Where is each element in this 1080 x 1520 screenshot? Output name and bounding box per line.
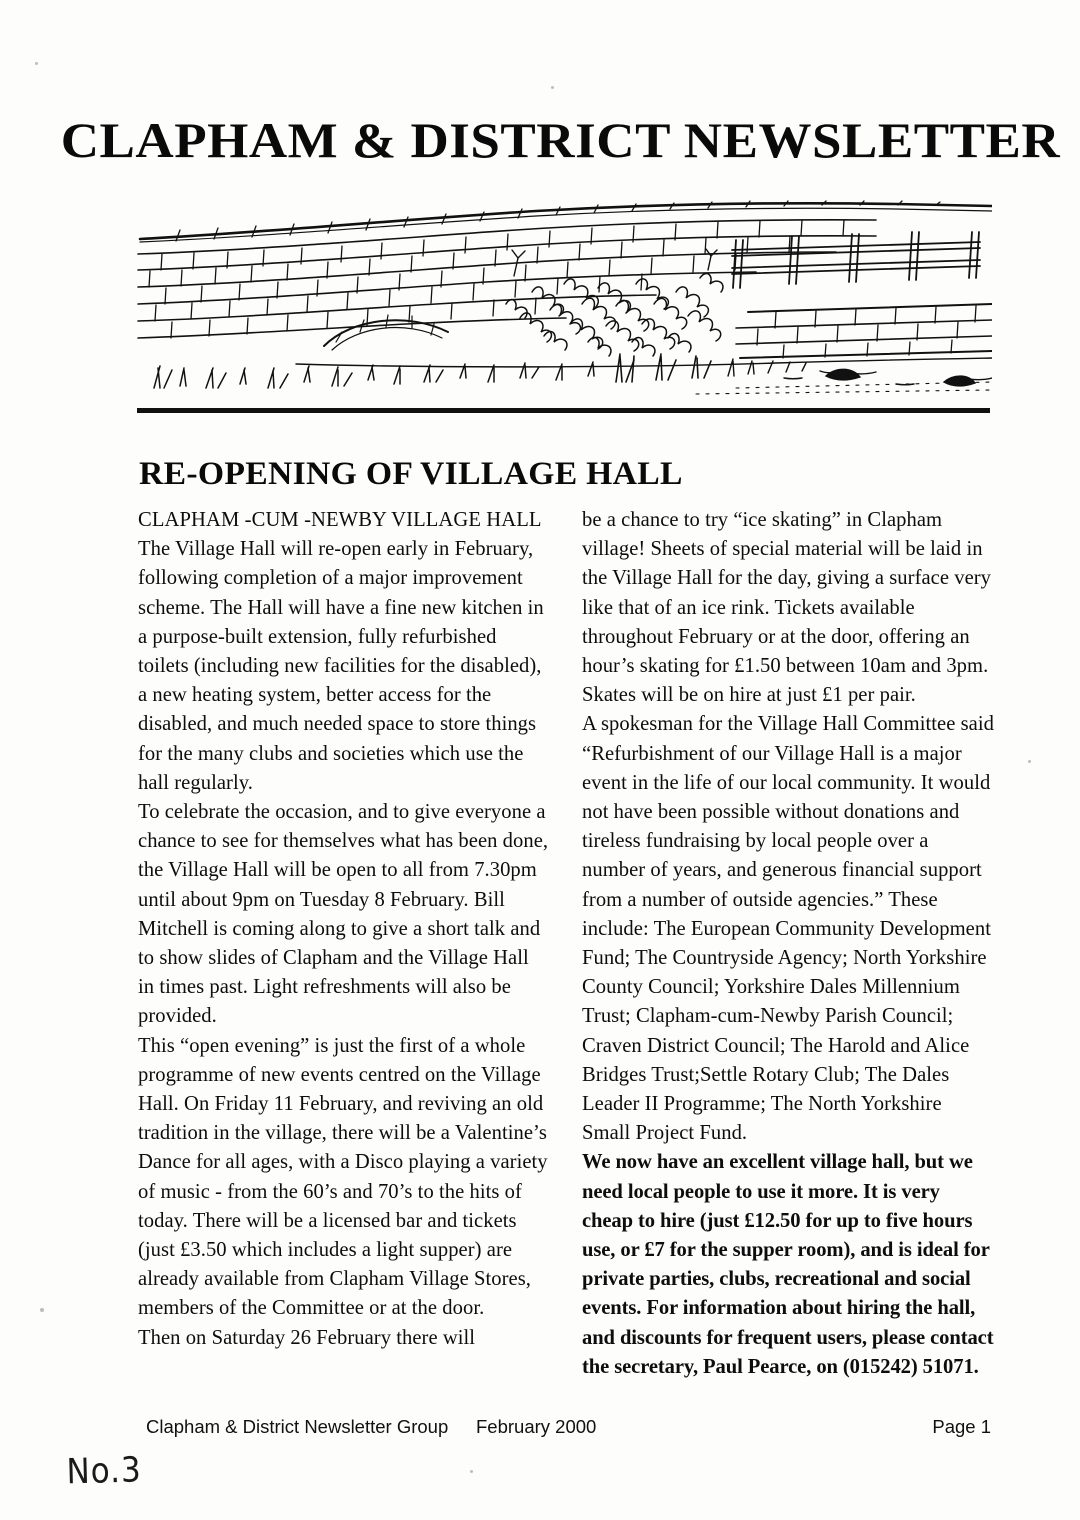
footer-page-number: Page 1 [932, 1416, 991, 1437]
page-footer [146, 1416, 991, 1438]
footer-publisher: Clapham & District Newsletter Group [146, 1416, 449, 1437]
article-column-right [582, 506, 994, 1386]
paragraph: CLAPHAM -CUM -NEWBY VILLAGE HALL [138, 509, 542, 531]
article-body [138, 506, 994, 1386]
article-headline: RE-OPENING OF VILLAGE HALL [139, 456, 683, 493]
paragraph: The Village Hall will re-open early in February, following completion of a major improvement scheme. The Hall will have a fine new kitchen in a purpose-built extension, fully refurbished toilets (including new facilities for the disabled), a new heating system, better access for the disabled, and much needed space to store things for the many clubs and societies which use the hall regularly. [138, 538, 544, 794]
hire-information-paragraph: We now have an excellent village hall, but we need local people to use it more. It is very cheap to hire (just £12.50 for up to five hours use, or £7 for the supper room), and is ideal for private parties, clubs, recreational and social events. For information about hiring the hall, and discounts for frequent users, please contact the secretary, Paul Pearce, on (015242) 51071. [582, 1151, 994, 1378]
paragraph: be a chance to try “ice skating” in Clapham village! Sheets of special material will be laid in the Village Hall for the day, giving a surface very like that of an ice rink. Tickets available throughout February or at the door, offering an hour’s skating for £1.50 between 10am and 3pm. Skates will be on hire at just £1 per pair. [582, 509, 992, 707]
masthead [60, 104, 1060, 176]
paragraph: This “open evening” is just the first of a whole programme of new events centred on the Village Hall. On Friday 11 February, and reviving an old tradition in the village, there will be a Valentine’s Dance for all ages, with a Disco playing a variety of music - from the 60’s and 70’s to the hits of today. There will be a licensed bar and tickets (just £3.50 which includes a light supper) are already available from Clapham Village Stores, members of the Committee or at the door. [138, 1034, 548, 1320]
handwritten-issue-number: No.3 [66, 1450, 143, 1493]
masthead-divider-rule [137, 408, 990, 413]
scan-speckle [40, 1308, 44, 1312]
drystone-wall-bridge-illustration [136, 192, 992, 404]
paragraph: Then on Saturday 26 February there will [138, 1326, 476, 1349]
masthead-title: CLAPHAM & DISTRICT NEWSLETTER [60, 112, 1060, 168]
scan-speckle [1028, 760, 1031, 763]
scan-speckle [551, 86, 554, 89]
paragraph: A spokesman for the Village Hall Committee said “Refurbishment of our Village Hall is a major event in the life of our local community. It would not have been possible without donations and tireless fundraising by local people over a number of years, and generous financial support from a number of outside agencies.” These include: The European Community Development Fund; The Countryside Agency; North Yorkshire County Council; Yorkshire Dales Millennium Trust; Clapham-cum-Newby Parish Council; Craven District Council; The Harold and Alice Bridges Trust;Settle Rotary Club; The Dales Leader II Programme; The North Yorkshire Small Project Fund. [582, 713, 994, 1145]
scan-speckle [35, 62, 38, 65]
scan-speckle [470, 1470, 473, 1473]
paragraph: To celebrate the occasion, and to give everyone a chance to see for themselves what has been done, the Village Hall will be open to all from 7.30pm until about 9pm on Tuesday 8 February. Bill Mitchell is coming along to give a short talk and to show slides of Clapham and the Village Hall in times past. Light refreshments will also be provided. [138, 801, 549, 1028]
article-column-left [138, 506, 550, 1386]
footer-issue-date: February 2000 [476, 1416, 597, 1437]
